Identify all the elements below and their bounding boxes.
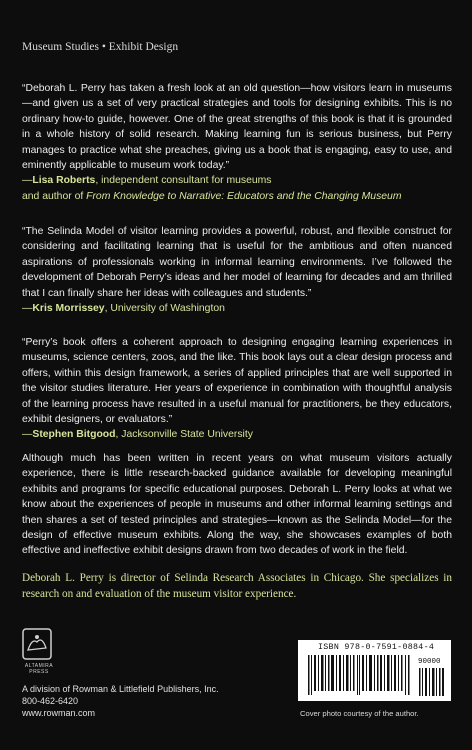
publisher-website: www.rowman.com	[22, 707, 96, 718]
publisher-logo-text: ALTAMIRA PRESS	[24, 663, 54, 675]
quote-author-name: Kris Morrissey	[32, 303, 105, 315]
publisher-line: A division of Rowman & Littlefield Publishers, Inc.	[22, 684, 219, 694]
endorsement-quote-2	[22, 224, 452, 316]
author-bio	[22, 570, 452, 602]
publisher-info	[22, 684, 219, 719]
quote-text: “Deborah L. Perry has taken a fresh look at an old question—how visitors learn in museums—and given us a set of very practical strategies and tools for designing exhibits. This is no ordinary how-to guide, however. One of the great strengths of this book is that it is grounded in a whole history of solid research. Making learning fun is serious business, but Perry manages to practice what she preaches, giving us a book that is engaging, easy to use, and eminently applicable to museum work today.”	[22, 83, 452, 172]
quote-author-name: Lisa Roberts	[32, 175, 96, 187]
publisher-logo-icon	[22, 628, 52, 660]
publisher-phone: 800-462-6420	[22, 695, 79, 706]
quote-attribution-line2: and author of From Knowledge to Narrative: Educators and the Changing Museum	[22, 190, 402, 202]
endorsement-quote-3	[22, 335, 452, 443]
price-code: 90000	[418, 658, 441, 666]
endorsement-quote-1	[22, 81, 452, 204]
quote-text: “The Selinda Model of visitor learning provides a powerful, robust, and flexible construct for considering and facilitating learning that is useful for the ambitious and often nuanced aspirations of professionals working in informal learning environments. I’ve followed the development of Deborah Perry’s ideas and her model of learning for decades and am thrilled that I can finally share her ideas with colleagues and students.”	[22, 226, 452, 299]
quote-author-name: Stephen Bitgood	[32, 429, 116, 441]
quote-attribution: —Lisa Roberts, independent consultant for museums	[22, 175, 272, 187]
photo-credit: Cover photo courtesy of the author.	[300, 709, 419, 718]
quote-attribution: —Stephen Bitgood, Jacksonville State University	[22, 429, 253, 441]
isbn-text: ISBN 978-0-7591-0884-4	[318, 643, 435, 652]
book-title: From Knowledge to Narrative: Educators and the Changing Museum	[86, 190, 402, 202]
barcode-icon	[306, 655, 414, 698]
author-name: Deborah L. Perry	[22, 572, 104, 584]
price-barcode-icon	[418, 668, 448, 698]
quote-text: “Perry’s book offers a coherent approach to designing engaging learning experiences in museums, science centers, zoos, and the like. This book lays out a clear design process and offers, within this design framework, a series of applied principles that are well supported in the visitor studies literature. Her years of experience in combination with thoughtful analysis of the learning process have resulted in a useful manual for practitioners, be they educators, exhibit designers, or evaluators.”	[22, 337, 452, 426]
series-label: Museum Studies • Exhibit Design	[22, 41, 179, 53]
author-bio-text: is director of Selinda Research Associates in Chicago. She specializes in research on and evaluation of the museum visitor experience.	[22, 572, 452, 600]
book-description: Although much has been written in recent years on what museum visitors actually experience, there is little research-backed guidance available for developing meaningful exhibits and programs for specific educational purposes. Deborah L. Perry looks at what we know about the experiences of people in museums and other informal learning settings and then shares a set of tested principles and strategies—known as the Selinda Model—for the design of effective museum exhibits. Along the way, she showcases examples of both effective and ineffective exhibit designs drawn from two decades of work in the field.	[22, 453, 452, 557]
quote-attribution: —Kris Morrissey, University of Washington	[22, 303, 225, 315]
